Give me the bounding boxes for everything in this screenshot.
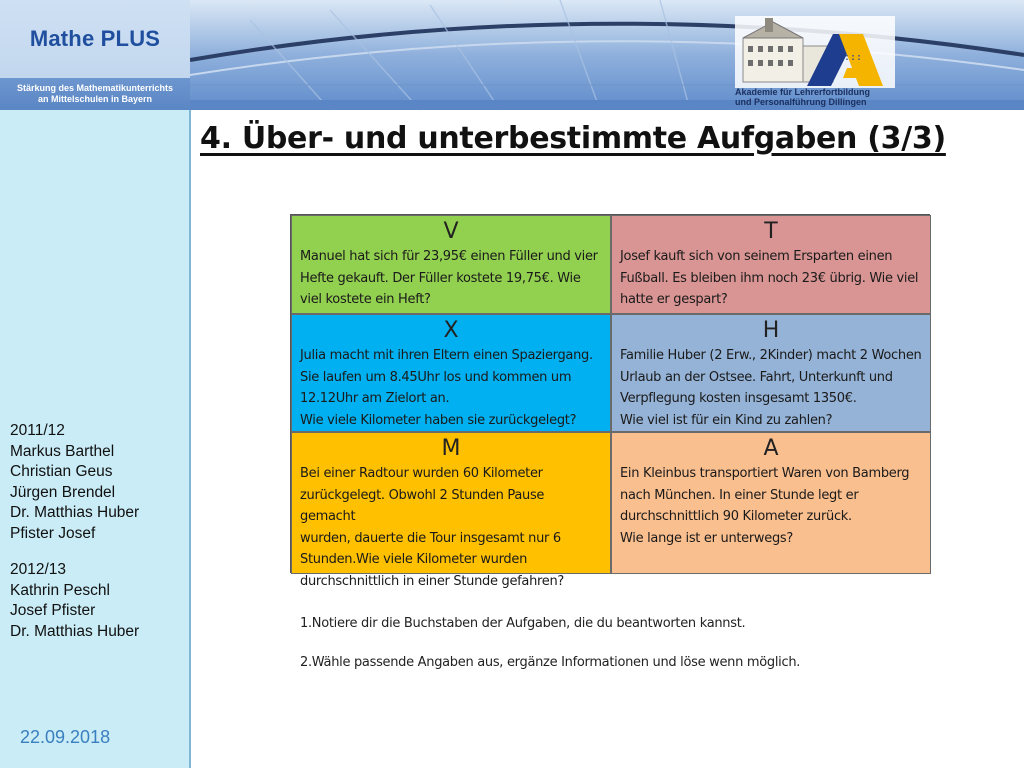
task-letter: X: [443, 318, 459, 343]
author-line: Dr. Matthias Huber: [10, 622, 140, 640]
slide-date: 22.09.2018: [20, 727, 111, 747]
task-letter: H: [762, 318, 780, 343]
header-banner: [0, 0, 1024, 110]
task-letter: V: [443, 219, 459, 244]
logo-text-line-1: Akademie für Lehrerfortbildung: [735, 87, 871, 97]
task-cell-a: [611, 432, 931, 574]
task-cell-x: [291, 314, 611, 432]
author-line: Christian Geus: [10, 463, 113, 480]
task-text: Manuel hat sich für 23,95€ einen Füller und vier Hefte gekauft. Der Füller kostete 19,75€. Wie viel kostete ein Heft?: [300, 249, 598, 307]
author-line: 2012/13: [10, 561, 67, 578]
logo-text-line-2: und Personalführung Dillingen: [735, 97, 867, 107]
brand-subtitle: [6, 83, 184, 105]
task-text: Bei einer Radtour wurden 60 Kilometer zurückgelegt. Obwohl 2 Stunden Pause gemacht wurden, dauerte die Tour insgesamt nur 6 Stunden.Wie viele Kilometer wurden durchschnittlich in einer Stunde gefahren?: [300, 466, 565, 589]
task-cell-m: [291, 432, 611, 589]
task-cell-t: [611, 215, 931, 314]
task-cell-v: [291, 215, 611, 314]
instruction-2: 2.Wähle passende Angaben aus, ergänze Informationen und löse wenn möglich.: [300, 655, 801, 670]
sidebar: [0, 110, 191, 768]
author-line: Kathrin Peschl: [10, 581, 110, 599]
brand-subtitle-bar: [0, 78, 190, 110]
author-line: 2011/12: [10, 422, 65, 439]
brand-subtitle-line-2: an Mittelschulen in Bayern: [37, 94, 153, 104]
author-line: Pfister Josef: [10, 524, 96, 542]
task-letter: T: [764, 219, 778, 244]
task-grid: [290, 214, 930, 589]
task-text: Josef kauft sich von seinem Ersparten einen Fußball. Es bleiben ihm noch 23€ übrig. Wie viel hatte er gespart?: [620, 249, 919, 307]
author-list: [10, 421, 185, 642]
brand-title: Mathe PLUS: [29, 26, 161, 51]
task-text: Ein Kleinbus transportiert Waren von Bamberg nach München. In einer Stunde legt er durchschnittlich 90 Kilometer zurück. Wie lange ist er unterwegs?: [620, 466, 910, 546]
brand-box: [0, 0, 190, 110]
author-line: Jürgen Brendel: [10, 483, 116, 501]
svg-text:::::: ::::: [838, 52, 863, 63]
task-text: Familie Huber (2 Erw., 2Kinder) macht 2 Wochen Urlaub an der Ostsee. Fahrt, Unterkunft und Verpflegung kosten insgesamt 1350€. Wie viel ist für ein Kind zu zahlen?: [620, 348, 922, 428]
instruction-1: 1.Notiere dir die Buchstaben der Aufgaben, die du beantworten kannst.: [300, 616, 746, 631]
author-gap: [10, 544, 185, 560]
task-letter: A: [763, 436, 779, 461]
task-text: Julia macht mit ihren Eltern einen Spaziergang. Sie laufen um 8.45Uhr los und kommen um 12.12Uhr am Zielort an. Wie viele Kilometer haben sie zurückgelegt?: [300, 348, 593, 428]
academy-logo-text: [735, 87, 895, 107]
slide-title: 4. Über- und unterbestimmte Aufgaben (3/3): [200, 121, 946, 156]
brand-subtitle-line-1: Stärkung des Mathematikunterrichts: [16, 83, 174, 93]
author-line: Josef Pfister: [10, 602, 96, 619]
task-letter: M: [441, 436, 461, 461]
author-line: Dr. Matthias Huber: [10, 504, 140, 521]
author-line: Markus Barthel: [10, 442, 115, 460]
task-cell-h: [611, 314, 931, 432]
